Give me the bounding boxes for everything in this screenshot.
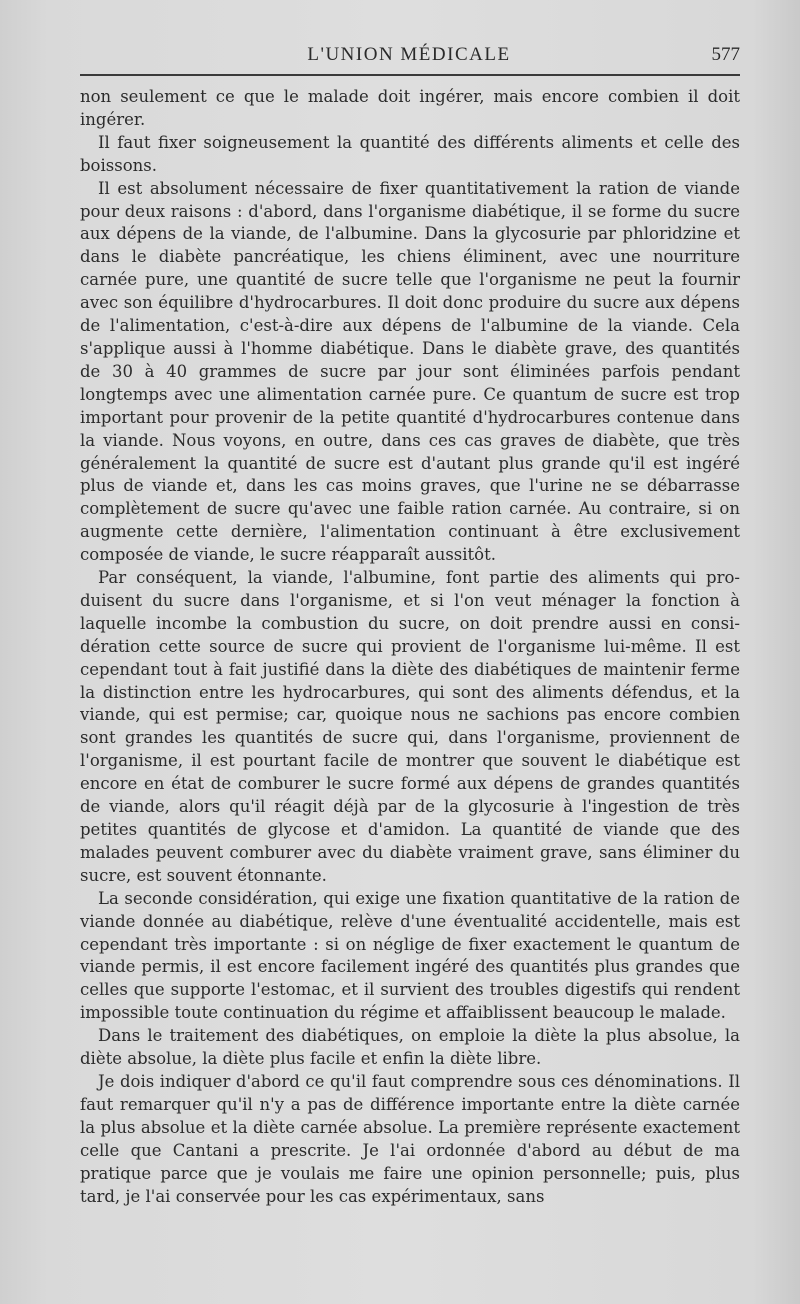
paragraph: Par conséquent, la viande, l'albumine, font partie des aliments qui produisent du sucre dans l'organisme, et si l'on veut ménager la fonction à laquelle incombe la combustion du sucre, on doit prendre aussi en considération cette source de sucre qui provient de l'organisme lui-même. Il est cependant tout à fait justifié dans la diète des diabétiques de maintenir ferme la distinction entre les hydrocarbures, qui sont des aliments défendus, et la viande, qui est permise; car, quoique nous ne sachions pas encore combien sont grandes les quantités de sucre qui, dans l'organisme, proviennent de l'organisme, il est pourtant facile de montrer que souvent le diabétique est encore en état de comburer le sucre formé aux dépens de grandes quantités de viande, alors qu'il réagit déjà par de la glycosurie à l'ingestion de très petites quantités de glycose et d'amidon. La quantité de viande que des malades peuvent comburer avec du diabète vraiment grave, sans éliminer du sucre, est souvent étonnante. — [80, 568, 740, 885]
paragraph: Dans le traitement des diabétiques, on emploie la diète la plus absolue, la diète absolue, la diète plus facile et enfin la diète libre. — [80, 1026, 740, 1069]
page-number: 577 — [711, 44, 740, 65]
running-head — [78, 44, 740, 74]
paragraph: Il faut fixer soigneusement la quantité des différents aliments et celle des boissons. — [80, 132, 740, 175]
paragraph: Je dois indiquer d'abord ce qu'il faut comprendre sous ces dénominations. Il faut remarquer qu'il n'y a pas de différence importante entre la diète carnée la plus absolue et la diète carnée absolue. La première représente exactement celle que Cantani a prescrite. Je l'ai ordonnée d'abord au début de ma pratique parce que je voulais me faire une opinion personnelle; puis, plus tard, je l'ai conservée pour les cas expérimentaux, sans — [80, 1071, 740, 1206]
header-rule — [80, 74, 740, 76]
body-text — [80, 86, 740, 1208]
paragraph: non seulement ce que le malade doit ingérer, mais encore combien il doit ingérer. — [80, 87, 740, 129]
paragraph: Il est absolument nécessaire de fixer quantitativement la ration de viande pour deux raisons : d'abord, dans l'organisme diabétique, il se forme du sucre aux dépens de la viande, de l'albumine. Dans la glycosurie par phloridzine et dans le diabète pancréatique, les chiens éliminent, avec une nourriture carnée pure, une quantité de sucre telle que l'organisme ne peut la fournir avec son équilibre d'hydrocarbures. Il doit donc produire du sucre aux dépens de l'alimentation, c'est-à-dire aux dépens de l'albumine de la viande. Cela s'applique aussi à l'homme diabétique. Dans le diabète grave, des quantités de 30 à 40 grammes de sucre par jour sont éliminées parfois pendant longtemps avec une alimentation carnée pure. Ce quantum de sucre est trop important pour provenir de la petite quantité d'hydrocarbures contenue dans la viande. Nous voyons, en outre, dans ces cas graves de diabète, que très généralement la quantité de sucre est d'autant plus grande qu'il est ingéré plus de viande et, dans les cas moins graves, que l'urine ne se débarrasse complètement de sucre qu'avec une faible ration carnée. Au contraire, si on augmente cette dernière, l'alimentation continuant à être exclusivement composée de viande, le sucre réapparaît aussitôt. — [80, 178, 740, 565]
journal-title: L'UNION MÉDICALE — [307, 44, 511, 65]
paragraph: La seconde considération, qui exige une fixation quantitative de la ration de viande donnée au diabétique, relève d'une éventualité accidentelle, mais est cependant très importante : si on néglige de fixer exactement le quantum de viande permis, il est encore facilement ingéré des quantités plus grandes que celles que supporte l'estomac, et il survient des troubles digestifs qui rendent impossible toute continuation du régime et affaiblissent beaucoup le malade. — [80, 888, 740, 1023]
